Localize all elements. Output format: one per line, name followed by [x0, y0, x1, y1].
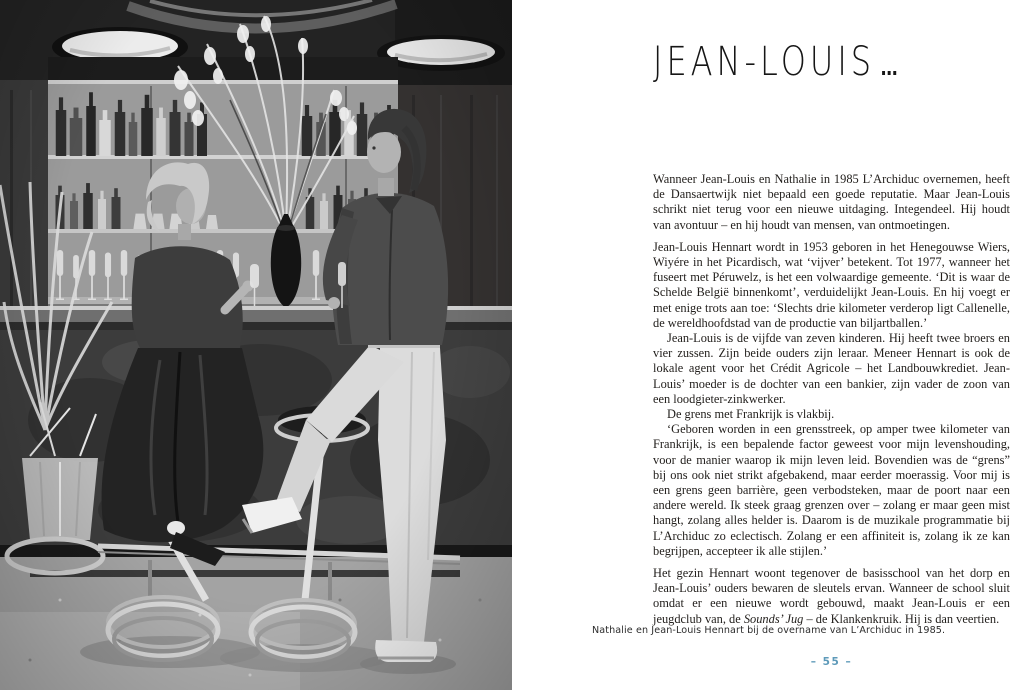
page-number: – 55 –	[810, 656, 853, 668]
body-text	[653, 172, 1010, 627]
paragraph-closing	[653, 566, 1010, 627]
closing-before: Het gezin Hennart woont tegenover de basisschool van het dorp en Jean-Louis’ ouders bewaren de sleutels ervan. Wanneer de school sluit omdat er een nieuwe wordt gebouwd, maakt Jean-Louis er een jeugdclub van, de	[653, 566, 1010, 626]
paragraph-intro: Wanneer Jean-Louis en Nathalie in 1985 L’Archiduc overnemen, heeft de Dansaertwijk niet bepaald een goede reputatie. Maar Jean-Louis schrikt niet terug voor een nieuwe uitdaging. Integendeel. Hij houdt van avontuur – en hij houdt van mensen, van ontmoetingen.	[653, 172, 1010, 232]
closing-italic: Sounds’ Jug	[743, 611, 804, 626]
paragraph-quote: ‘Geboren worden in een grensstreek, op amper twee kilometer van Frankrijk, is een bepalende factor geweest voor mijn levenshouding, voor de manier waarop ik mijn leven leid. Bovendien was de “grens” bij ons ook niet strikt afgebakend, maar eerder moerassig. Voor mij is een grens geen barrière, geen verbodsteken, maar de poort naar een andere wereld. Ik steek graag grenzen over – zolang er maar geen mist hangt, zolang alles helder is. Daarom is de muzikale programmatie bij L’Archiduc zo eclectisch. Zolang er een affiniteit is, zolang ik ze kan begrijpen, accepteer ik alle stijlen.’	[653, 422, 1010, 558]
closing-after: – de Klankenkruik. Hij is dan veertien.	[803, 611, 1000, 626]
title-ellipsis: …	[880, 56, 900, 80]
paragraph-birth: Jean-Louis Hennart wordt in 1953 geboren in het Henegouwse Wiers, Wiyére in het Picardisch, wat ‘vijver’ betekent. Tot 1977, wanneer het fuseert met Péruwelz, is het een volwaardige gemeente. ‘Dit is waar de Schelde België binnenkomt’, verduidelijkt Jean-Louis. En hij voegt er met enige trots aan toe: ‘Slechts drie kilometer verderop ligt Callenelle, de wereldhoofdstad van de productie van biljartballen.’	[653, 239, 1010, 330]
photo-caption: Nathalie en Jean-Louis Hennart bij de overname van L’Archiduc in 1985.	[592, 625, 946, 636]
paragraph-family: Jean-Louis is de vijfde van zeven kinderen. Hij heeft twee broers en vier zussen. Zijn beide ouders zijn leraar. Meneer Hennart is ook de lokale agent voor het Crédit Agricole – het Landbouwkrediet. Jean-Louis’ moeder is de dochter van een bankier, zijn vader de zoon van een loodgieter-zinkwerker.	[653, 331, 1010, 406]
right-page	[512, 0, 1024, 690]
page-title	[653, 40, 899, 90]
title-text: JEAN-LOUIS	[653, 39, 876, 85]
paragraph-border: De grens met Frankrijk is vlakbij.	[667, 407, 835, 422]
